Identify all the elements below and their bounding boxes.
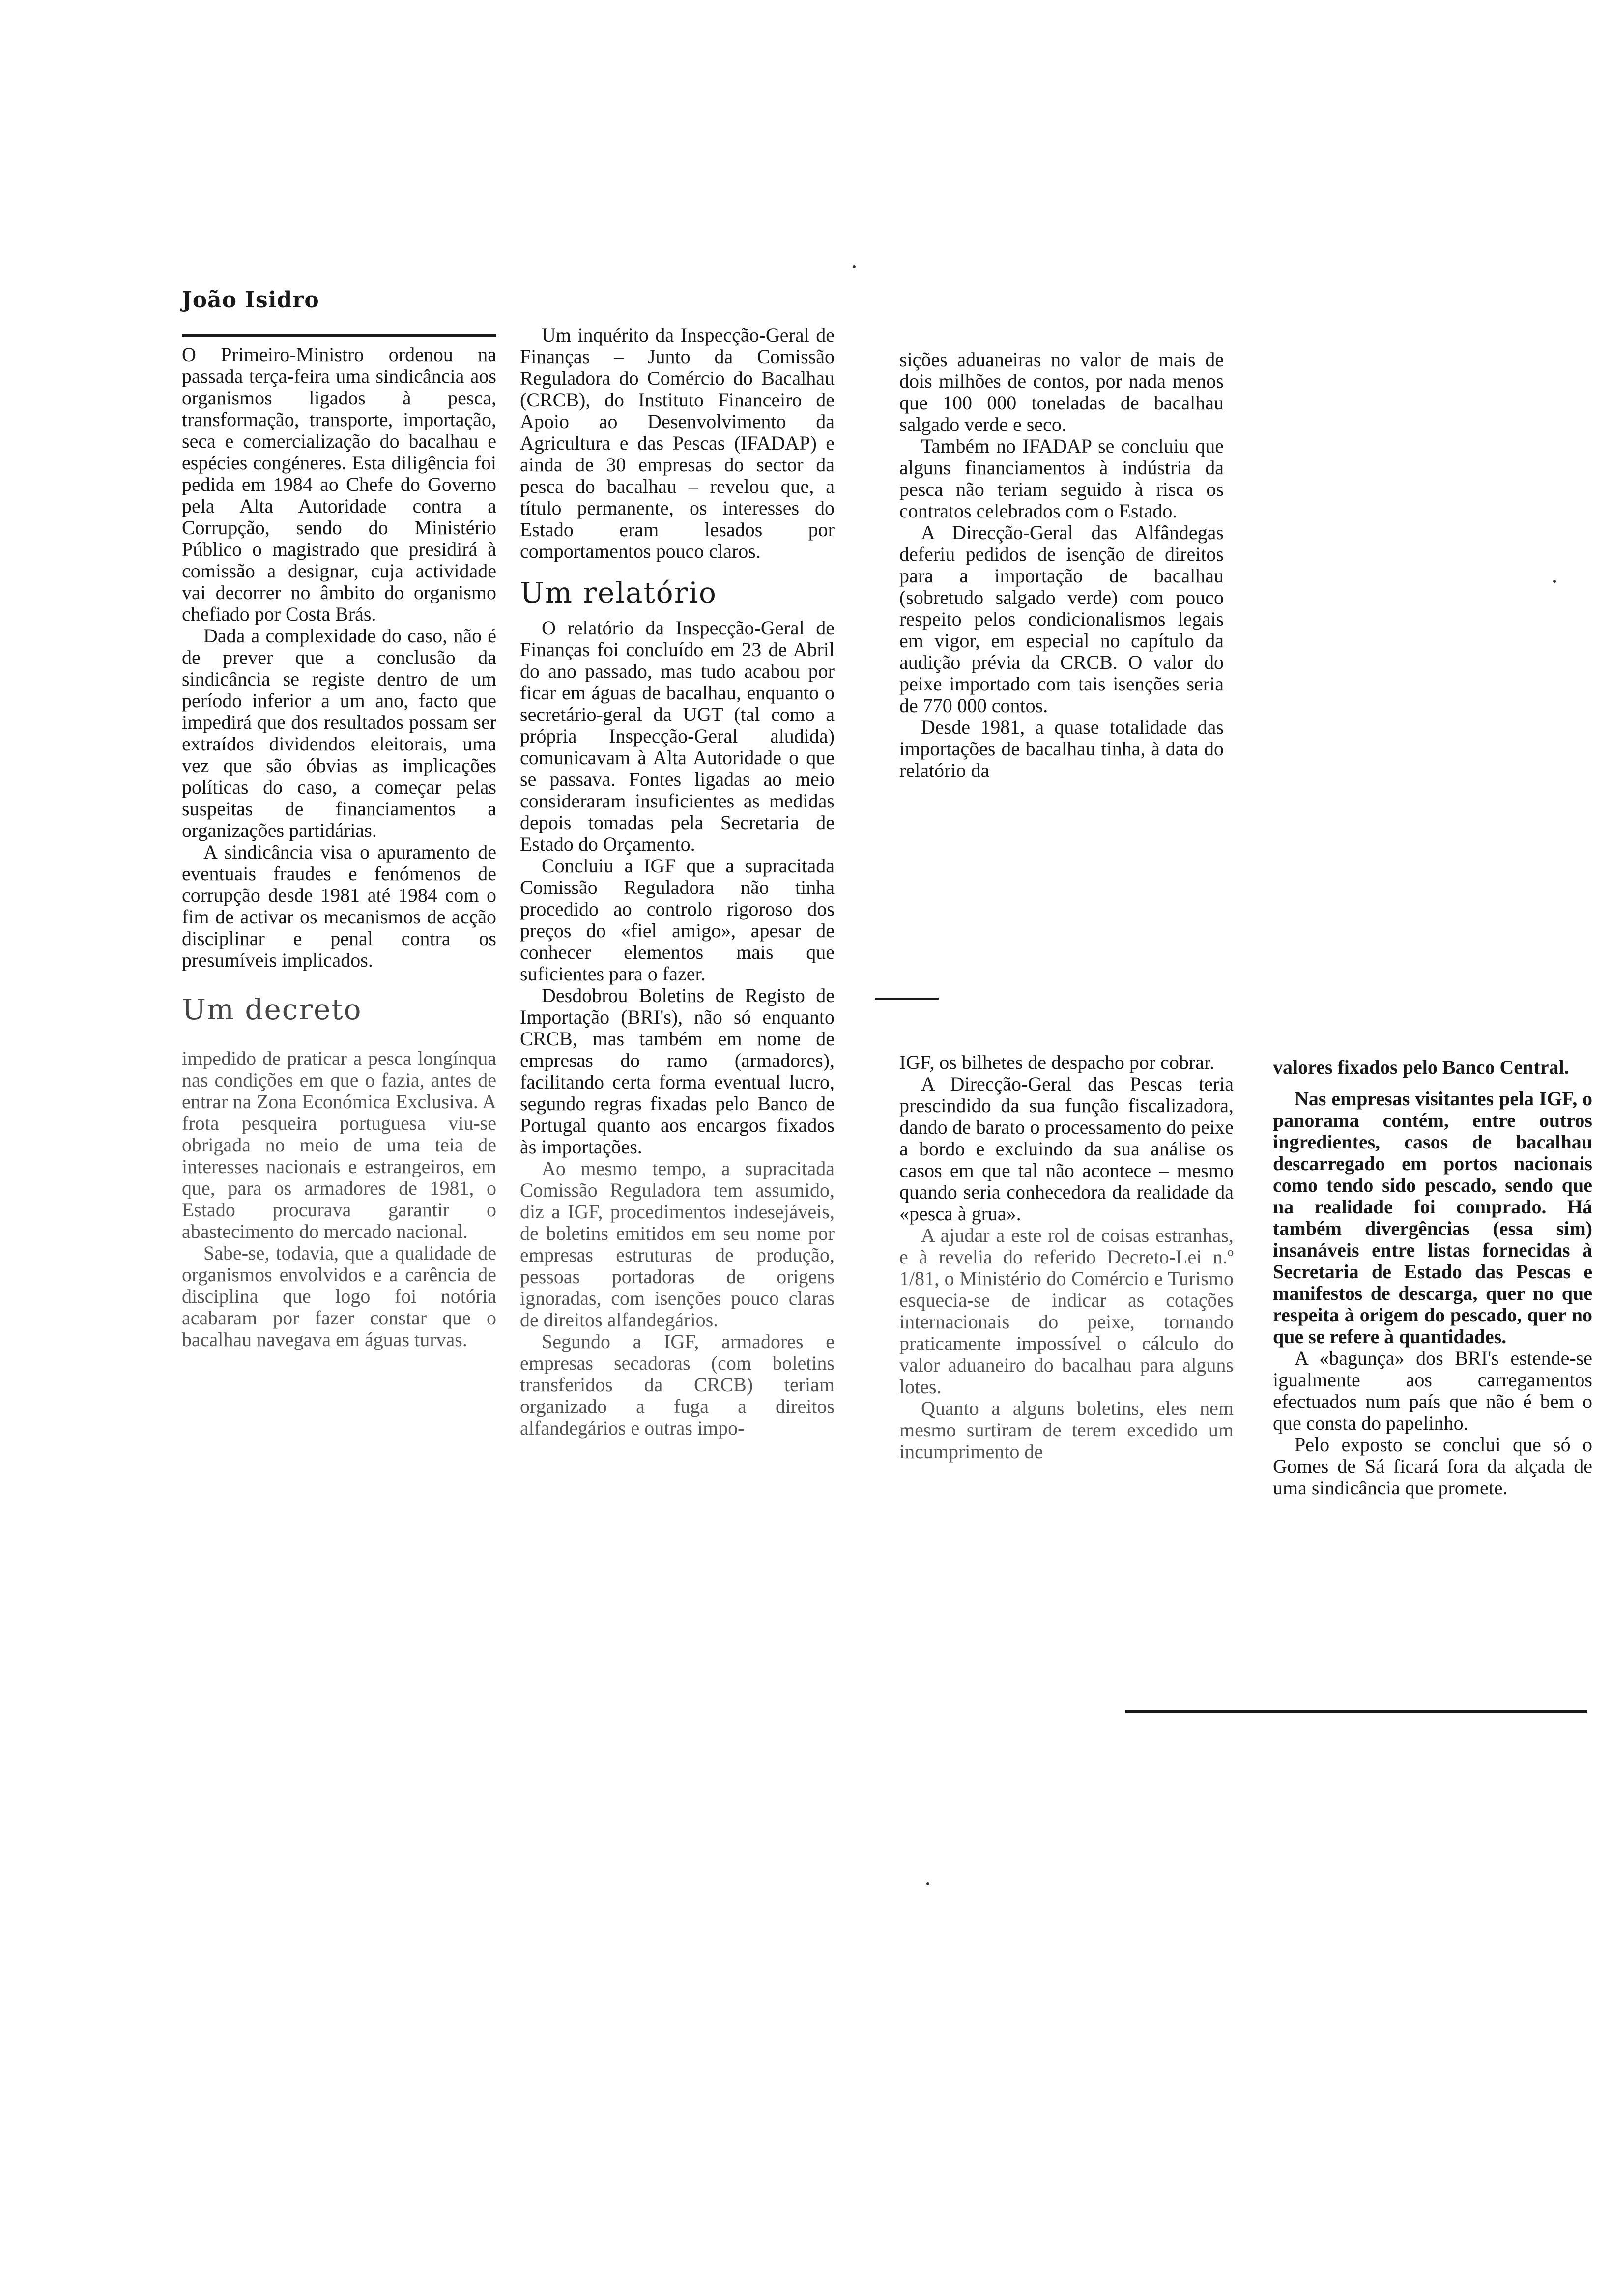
subheading: Um relatório [520,576,717,609]
paragraph: A «bagunça» dos BRI's estende-se igualmente aos carregamentos efectuados num país que não é bem o que consta do papelinho. [1273,1347,1592,1434]
paragraph: Dada a complexidade do caso, não é de prever que a conclusão da sindicância se registe dentro de um período inferior a um ano, facto que impedirá que dos resultados possam ser extraídos dividendos eleitorais, uma vez que são óbvias as implicações políticas do caso, a começar pelas suspeitas de financiamentos a organizações partidárias. [182,625,496,841]
column-4 [899,1052,1234,1463]
paragraph: Desdobrou Boletins de Registo de Importação (BRI's), não só enquanto CRCB, mas também em nome de empresas do ramo (armadores), facilitando certa forma eventual lucro, segundo regras fixadas pelo Banco de Portugal quanto aos encargos fixados às importações. [520,984,835,1158]
paragraph: Ao mesmo tempo, a supracitada Comissão Reguladora tem assumido, diz a IGF, procedimentos indesejáveis, de boletins emitidos em seu nome por empresas estruturas de produção, pessoas portadoras de origens ignoradas, com isenções pouco claras de direitos alfandegários. [520,1157,835,1331]
paragraph: O relatório da Inspecção-Geral de Finanças foi concluído em 23 de Abril do ano passado, mas tudo acabou por ficar em águas de bacalhau, enquanto o secretário-geral da UGT (tal como a própria Inspecção-Geral aludida) comunicavam à Alta Autoridade o que se passava. Fontes ligadas ao meio consideraram insuficientes as medidas depois tomadas pela Secretaria de Estado do Orçamento. [520,617,835,855]
paragraph: Um inquérito da Inspecção-Geral de Finanças – Junto da Comissão Reguladora do Comércio do Bacalhau (CRCB), do Instituto Financeiro de Apoio ao Desenvolvimento da Agricultura e das Pescas (IFADAP) e ainda de 30 empresas do sector da pesca do bacalhau – revelou que, a título permanente, os interesses do Estado eram lesados por comportamentos pouco claros. [520,324,835,562]
paragraph: Também no IFADAP se concluiu que alguns financiamentos à indústria da pesca não teriam seguido à risca os contratos celebrados com o Estado. [899,435,1224,522]
paragraph: Nas empresas visitantes pela IGF, o panorama contém, entre outros ingredientes, casos de bacalhau descarregado em portos nacionais como tendo sido pescado, sendo que na realidade foi comprado. Há também divergências (essa sim) insanáveis entre listas fornecidas à Secretaria de Estado das Pescas e manifestos de descarga, quer no que respeita à origem do pescado, quer no que se refere à quantidades. [1273,1088,1592,1348]
column-5 [1273,1057,1592,1499]
paragraph: A Direcção-Geral das Pescas teria prescindido da sua função fiscalizadora, dando de barato o processamento do peixe a bordo e excluindo da sua análise os casos em que tal não acontece – mesmo quando seria conhecedora da realidade da «pesca à grua». [899,1073,1234,1225]
scan-speck [926,1882,929,1885]
column-rule [875,998,939,1000]
paragraph: Pelo exposto se conclui que só o Gomes de Sá ficará fora da alçada de uma sindicância que promete. [1273,1434,1592,1499]
end-rule [1125,1710,1587,1713]
paragraph: IGF, os bilhetes de despacho por cobrar. [899,1051,1215,1073]
byline-rule [182,334,496,337]
scan-speck [853,265,856,268]
paragraph: A ajudar a este rol de coisas estranhas, e à revelia do referido Decreto-Lei n.º 1/81, o Ministério do Comércio e Turismo esquecia-se de indicar as cotações internacionais do peixe, tornando praticamente impossível o cálculo do valor aduaneiro do bacalhau para alguns lotes. [899,1224,1234,1398]
paragraph: sições aduaneiras no valor de mais de dois milhões de contos, por nada menos que 100 000 toneladas de bacalhau salgado verde e seco. [899,348,1224,435]
paragraph: Concluiu a IGF que a supracitada Comissão Reguladora não tinha procedido ao controlo rigoroso dos preços do «fiel amigo», apesar de conhecer elementos mais que suficientes para o fazer. [520,855,835,985]
paragraph: A sindicância visa o apuramento de eventuais fraudes e fenómenos de corrupção desde 1981 até 1984 com o fim de activar os mecanismos de acção disciplinar e penal contra os presumíveis implicados. [182,841,496,971]
scan-speck [1553,580,1556,583]
column-3 [899,349,1224,781]
column-2 [520,324,835,1439]
paragraph: valores fixados pelo Banco Central. [1273,1056,1569,1078]
paragraph: Quanto a alguns boletins, eles nem mesmo surtiram de terem excedido um incumprimento de [899,1397,1234,1463]
subheading: Um decreto [182,993,362,1026]
paragraph: O Primeiro-Ministro ordenou na passada terça-feira uma sindicância aos organismos ligados à pesca, transformação, transporte, importação, seca e comercialização do bacalhau e espécies congéneres. Esta diligência foi pedida em 1984 ao Chefe do Governo pela Alta Autoridade contra a Corrupção, sendo do Ministério Público o magistrado que presidirá à comissão a designar, cuja actividade vai decorrer no âmbito do organismo chefiado por Costa Brás. [182,344,496,625]
column-1 [182,344,496,1350]
paragraph: A Direcção-Geral das Alfândegas deferiu pedidos de isenção de direitos para a importação de bacalhau (sobretudo salgado verde) com pouco respeito pelos condicionalismos legais em vigor, em especial no capítulo da audição prévia da CRCB. O valor do peixe importado com tais isenções seria de 770 000 contos. [899,521,1224,717]
paragraph: Sabe-se, todavia, que a qualidade de organismos envolvidos e a carência de disciplina que logo foi notória acabaram por fazer constar que o bacalhau navegava em águas turvas. [182,1242,496,1350]
paragraph: Segundo a IGF, armadores e empresas secadoras (com boletins transferidos da CRCB) teriam organizado a fuga a direitos alfandegários e outras impo- [520,1330,835,1439]
paragraph: impedido de praticar a pesca longínqua nas condições em que o fazia, antes de entrar na Zona Económica Exclusiva. A frota pesqueira portuguesa viu-se obrigada no meio de uma teia de interesses nacionais e estrangeiros, em que, para os armadores de 1981, o Estado procurava garantir o abastecimento do mercado nacional. [182,1047,496,1242]
byline: João Isidro [182,287,319,313]
paragraph: Desde 1981, a quase totalidade das importações de bacalhau tinha, à data do relatório da [899,716,1224,781]
